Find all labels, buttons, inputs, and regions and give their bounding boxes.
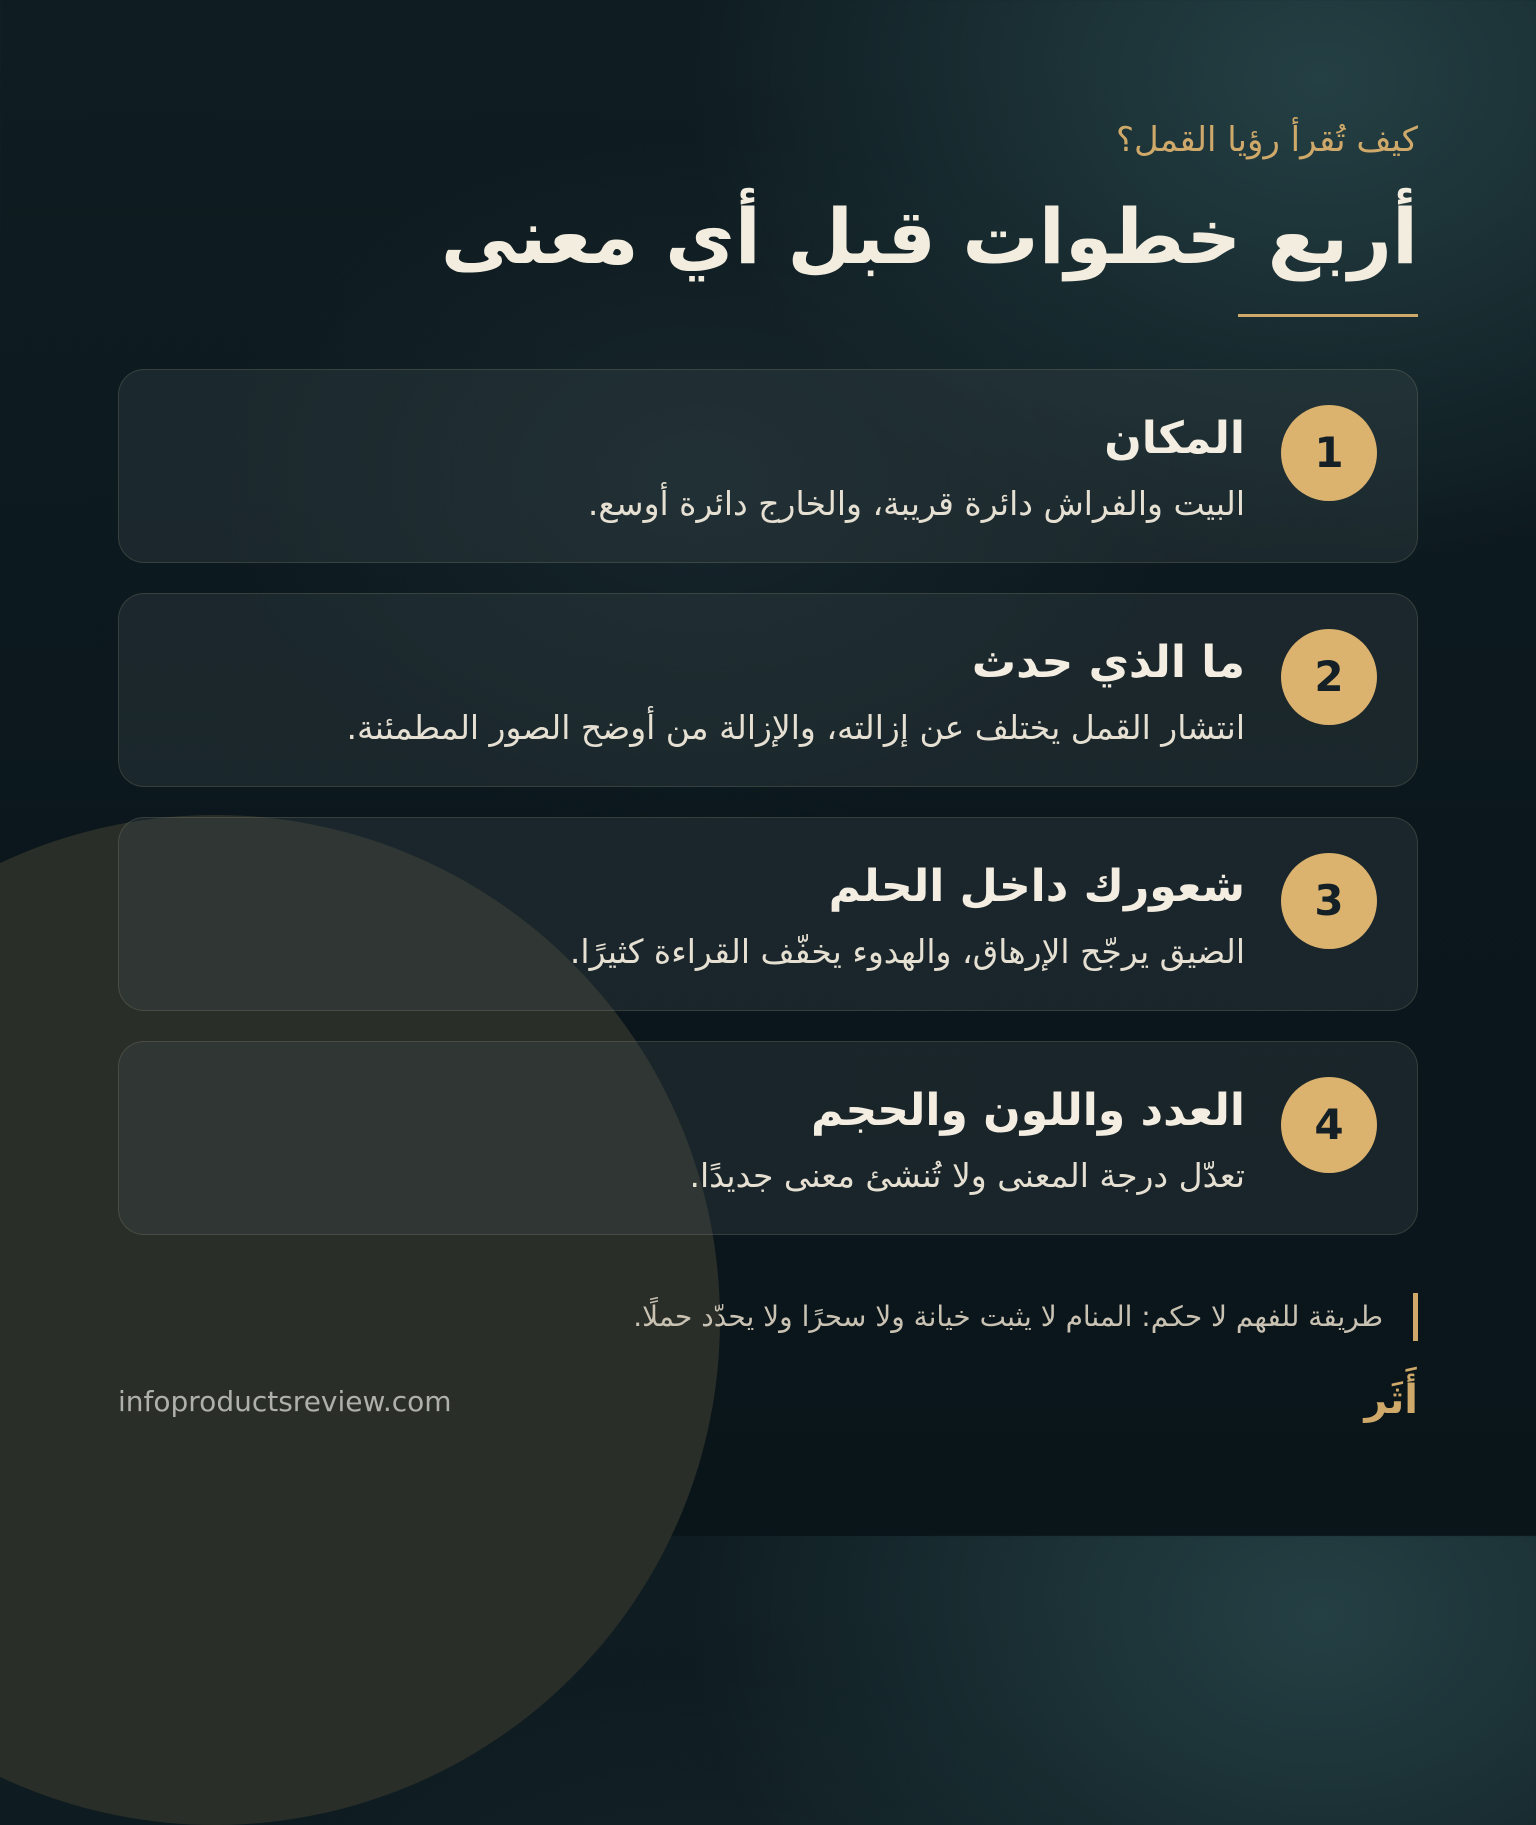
step-card-3: [118, 817, 1418, 1011]
brand-logo-text: أَثَر: [1364, 1377, 1418, 1423]
steps-list: [118, 369, 1418, 1265]
step-number-badge: 3: [1281, 853, 1377, 949]
website-url: infoproductsreview.com: [118, 1385, 452, 1418]
step-card-4: [118, 1041, 1418, 1235]
step-description: تعدّل درجة المعنى ولا تُنشئ معنى جديدًا.: [689, 1156, 1245, 1195]
step-description: انتشار القمل يختلف عن إزالته، والإزالة من أوضح الصور المطمئنة.: [346, 708, 1245, 747]
step-title: شعورك داخل الحلم: [828, 861, 1245, 912]
step-title: العدد واللون والحجم: [810, 1085, 1245, 1136]
title-underline: [1238, 314, 1418, 317]
page-title: أربع خطوات قبل أي معنى: [440, 192, 1418, 281]
step-card-1: [118, 369, 1418, 563]
disclaimer-note: [633, 1293, 1418, 1341]
step-number-badge: 2: [1281, 629, 1377, 725]
step-description: البيت والفراش دائرة قريبة، والخارج دائرة أوسع.: [587, 484, 1245, 523]
step-card-2: [118, 593, 1418, 787]
step-title: ما الذي حدث: [971, 637, 1245, 688]
step-description: الضيق يرجّح الإرهاق، والهدوء يخفّف القراءة كثيرًا.: [569, 932, 1245, 971]
disclaimer-text: طريقة للفهم لا حكم: المنام لا يثبت خيانة ولا سحرًا ولا يحدّد حملًا.: [633, 1300, 1383, 1333]
step-number-badge: 4: [1281, 1077, 1377, 1173]
step-number-badge: 1: [1281, 405, 1377, 501]
step-title: المكان: [1104, 413, 1245, 464]
kicker-text: كيف تُقرأ رؤيا القمل؟: [1115, 120, 1418, 160]
